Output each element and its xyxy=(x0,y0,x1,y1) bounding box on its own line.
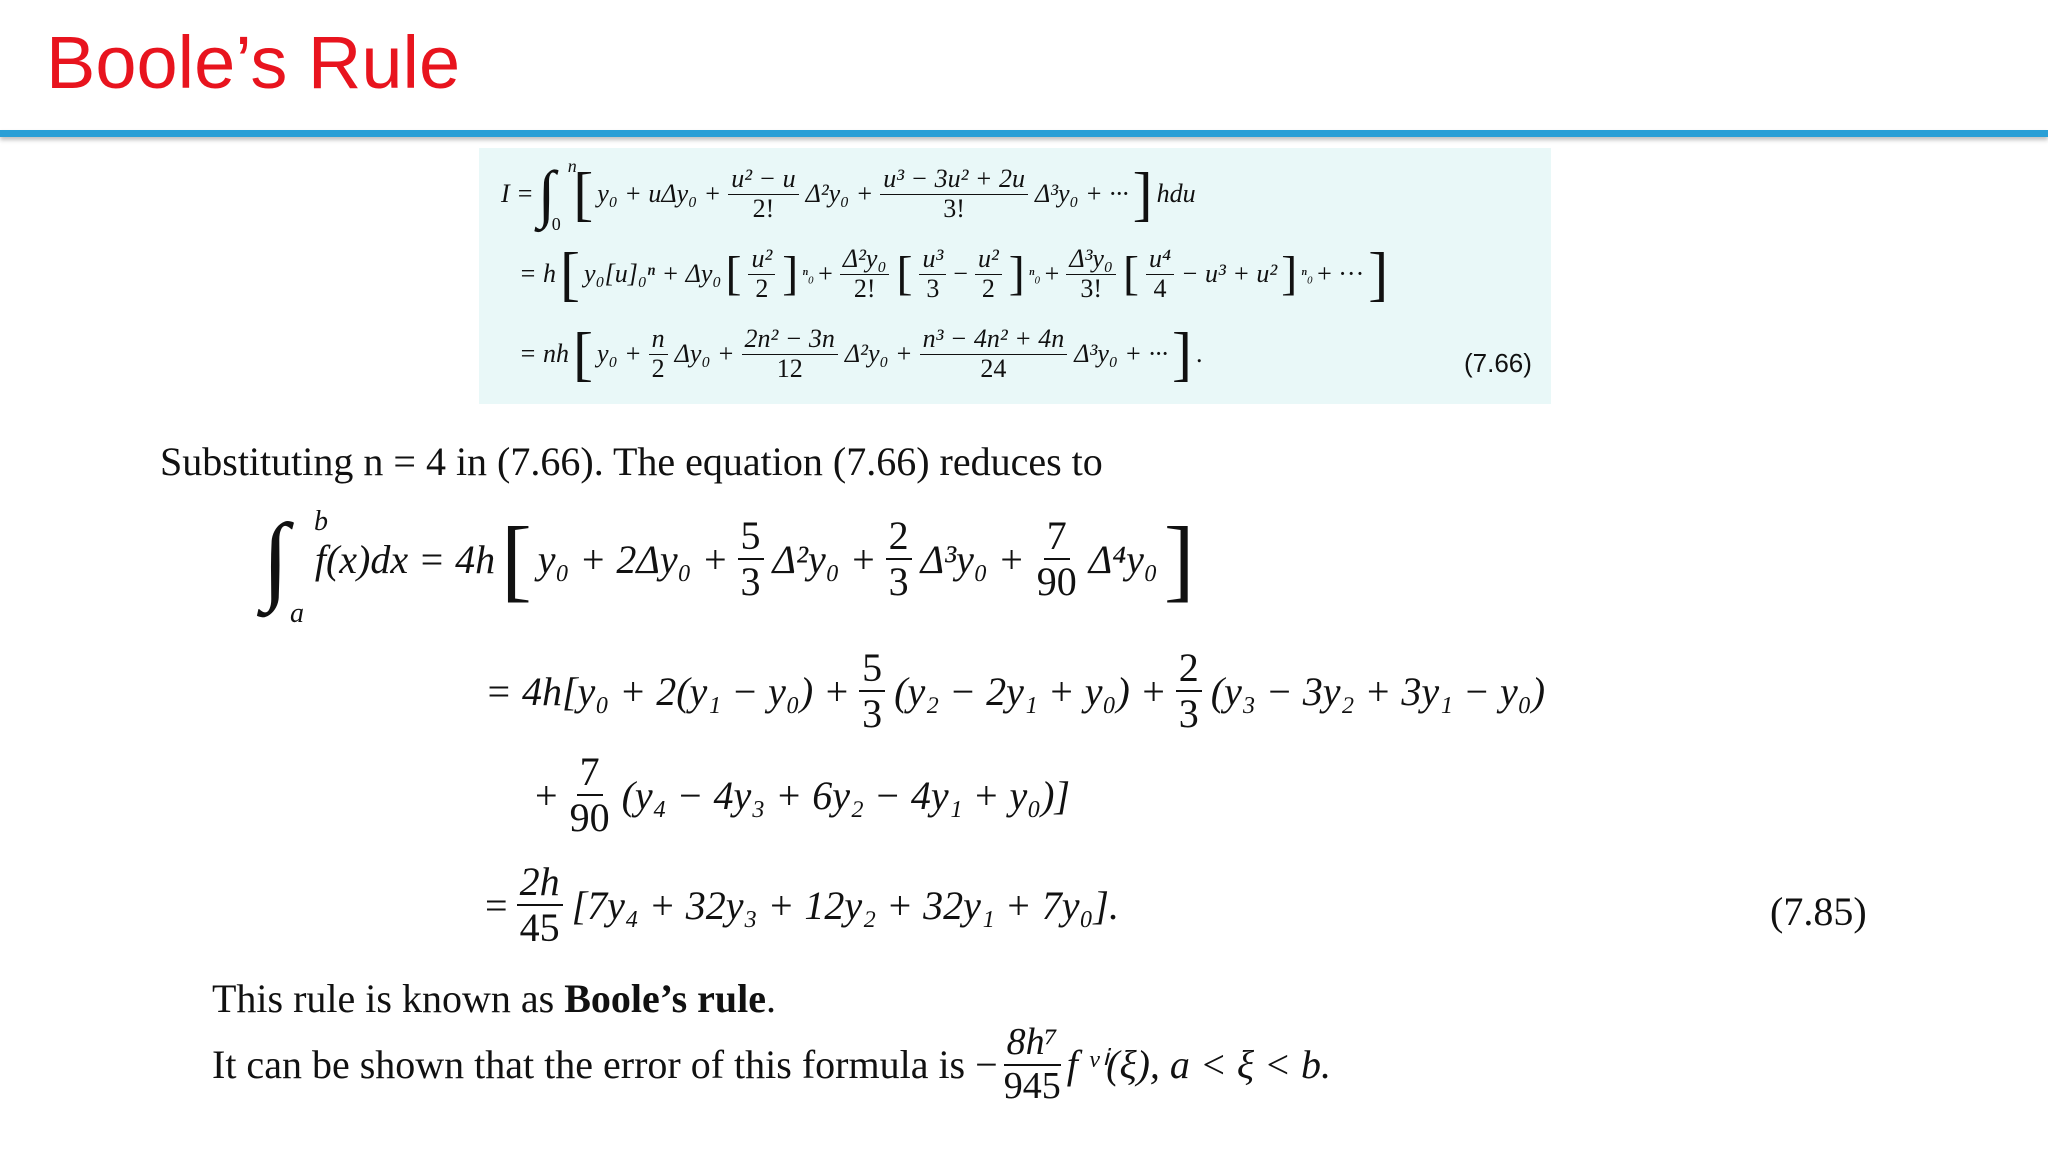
left-bracket: [ xyxy=(573,161,594,227)
equation-line-1: I = ∫ n 0 [ y₀ + uΔy₀ + $\frac{\text{u² − u}}{2!}$ Δ²y₀ + $\frac{\text{u³ − 3u² + 2u}}{3!}$ Δ³y₀ + ··· ] hdu xyxy=(501,156,1196,234)
page-title: Boole’s Rule xyxy=(46,21,461,104)
equation-block-7-66 xyxy=(479,148,1551,404)
integral-sign: ∫ n 0 xyxy=(537,156,577,234)
boole-equation-line-4: = $\frac{2h}{45}$ [7y₄ + 32y₃ + 12y₂ + 32y₁ + 7y₀]. xyxy=(485,859,1119,950)
boole-equation-line-2: = 4h[y₀ + 2(y₁ − y₀) + $\frac{5}{3}$ (y₂ − 2y₁ + y₀) + $\frac{2}{3}$ (y₃ − 3y₂ + 3y₁ − y₀) xyxy=(485,645,1546,736)
fraction: $\frac{\text{8h⁷}}{945}$ xyxy=(1003,1021,1061,1107)
fraction: $\frac{\text{u²}}{2}$ xyxy=(975,245,1002,303)
rule-sentence: This rule is known as Boole’s rule. xyxy=(212,976,777,1021)
right-bracket: ] xyxy=(1132,161,1153,227)
boole-equation-line-3: + $\frac{7}{90}$ (y₄ − 4y₃ + 6y₂ − 4y₁ + y₀)] xyxy=(535,749,1071,840)
title-underline xyxy=(0,130,2048,137)
rule-name: Boole’s rule xyxy=(564,976,767,1021)
fraction: $\frac{\text{Δ³y₀}}{3!}$ xyxy=(1066,245,1116,303)
fraction: $\frac{7}{90}$ xyxy=(569,749,610,840)
fraction: $\frac{\text{2n² − 3n}}{12}$ xyxy=(742,325,838,383)
substitution-sentence: Substituting n = 4 in (7.66). The equation (7.66) reduces to xyxy=(160,439,1103,484)
fraction: $\frac{\text{n³ − 4n² + 4n}}{24}$ xyxy=(920,325,1068,383)
equation-number: (7.85) xyxy=(1770,889,1867,934)
fraction: $\frac{\text{u³ − 3u² + 2u}}{3!}$ xyxy=(880,165,1028,223)
equation-number: (7.66) xyxy=(1464,348,1532,378)
fraction: $\frac{2}{3}$ xyxy=(886,514,912,604)
equation-line-2: = h [ y₀[u]₀ⁿ + Δy₀ [ $\frac{\text{u²}}{2}$ ] ⁿ₀ + $\frac{\text{Δ²y₀}}{2!}$ [ $\frac{\text{u³}}{3}$ − $\frac{\text{u²}}{2}$ ] ⁿ₀ + $\frac{\text{Δ³y₀}}{3!}$ [ $\frac{\text{u⁴}}{4}$ − u³ + u² ] ⁿ₀ + ··· ] xyxy=(519,241,1389,307)
fraction: $\frac{2h}{45}$ xyxy=(517,860,563,950)
fraction: $\frac{\text{Δ²y₀}}{2!}$ xyxy=(840,245,890,303)
integral-sign: ∫ b a xyxy=(262,505,328,629)
fraction: $\frac{5}{3}$ xyxy=(859,646,885,736)
error-sentence: It can be shown that the error of this formula is − $\frac{\text{8h⁷}}{945}$ f ᵛⁱ(ξ), a < ξ < b. xyxy=(212,1021,1332,1107)
fraction: $\frac{\text{u⁴}}{4}$ xyxy=(1146,245,1174,303)
equation-line-3: = nh [ y₀ + $\frac{n}{2}$ Δy₀ + $\frac{\text{2n² − 3n}}{12}$ Δ²y₀ + $\frac{\text{n³ − 4n² + 4n}}{24}$ Δ³y₀ + ··· ] . xyxy=(519,321,1203,387)
fraction: $\frac{\text{u² − u}}{2!}$ xyxy=(728,165,798,223)
fraction: $\frac{2}{3}$ xyxy=(1176,646,1202,736)
boole-equation-line-1: ∫ b a f(x)dx = 4h [ y₀ + 2Δy₀ + $\frac{5}{3}$ Δ²y₀ + $\frac{2}{3}$ Δ³y₀ + $\frac{7}{90}$ Δ⁴y₀ ] xyxy=(262,505,1195,629)
fraction: $\frac{\text{u³}}{3}$ xyxy=(919,245,946,303)
fraction: $\frac{7}{90}$ xyxy=(1036,513,1077,604)
fraction: $\frac{5}{3}$ xyxy=(738,514,764,604)
lhs: I = xyxy=(501,179,534,208)
fraction: $\frac{n}{2}$ xyxy=(649,325,668,383)
fraction: $\frac{\text{u²}}{2}$ xyxy=(748,245,775,303)
